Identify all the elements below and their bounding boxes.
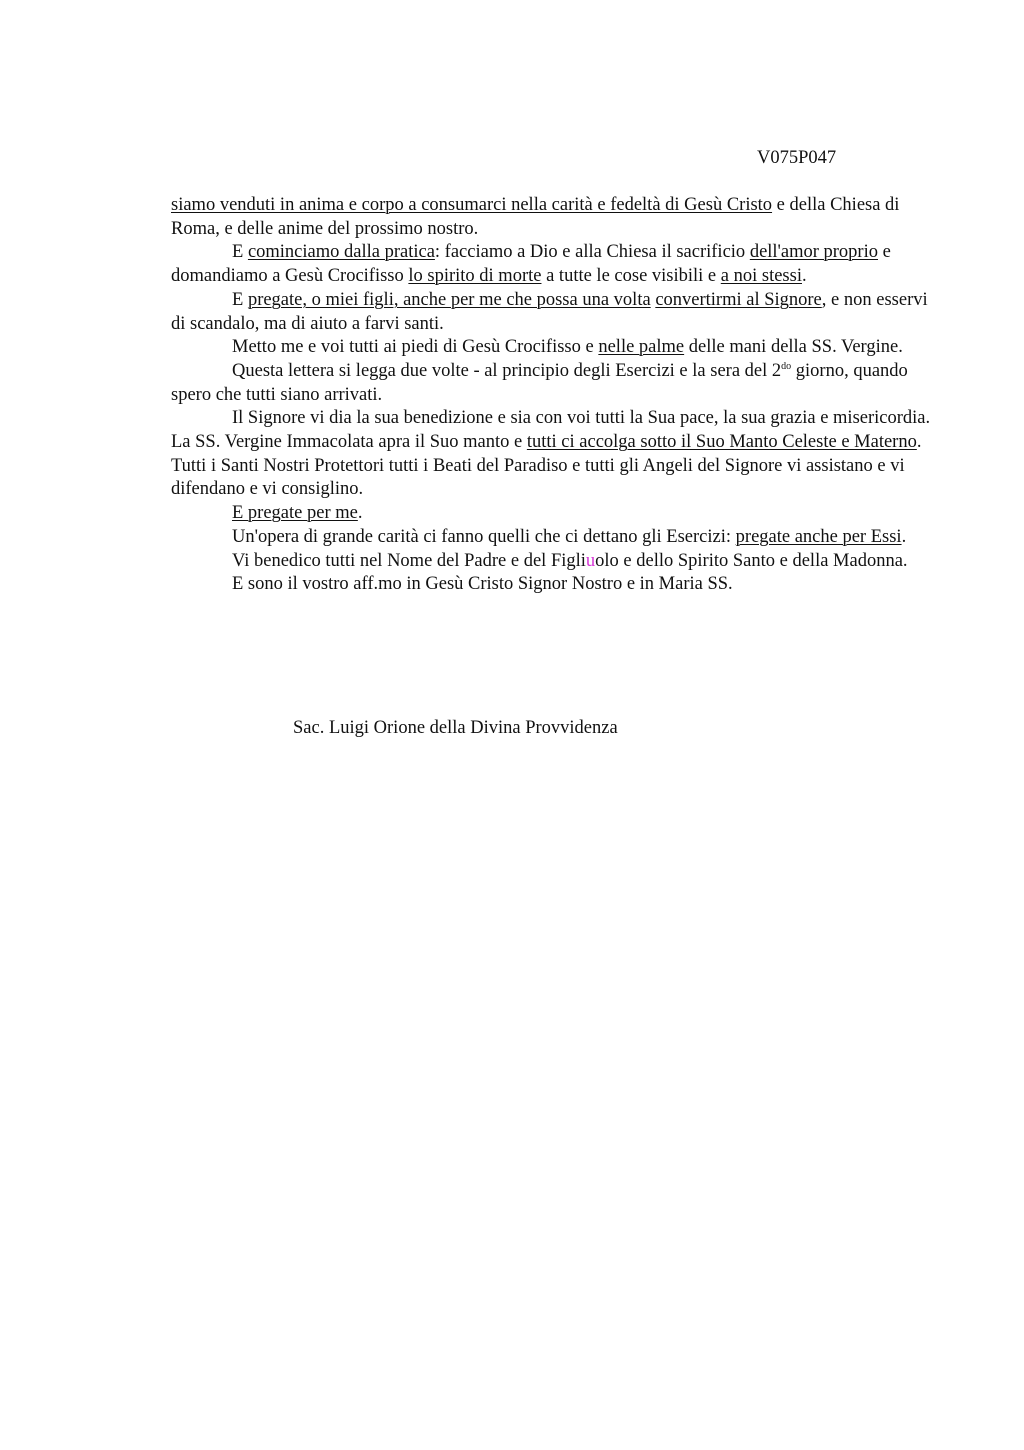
text-run: , e non esservi di scandalo, ma di aiuto a farvi santi. — [171, 289, 928, 334]
text-run: Metto me e voi tutti ai piedi di Gesù Crocifisso e — [232, 337, 599, 358]
text-run: delle mani della SS. Vergine. — [684, 337, 903, 358]
text-run: e della Chiesa di Roma, e delle anime del prossimo nostro. — [171, 195, 900, 239]
highlighted-text: u — [585, 550, 596, 571]
signature: Sac. Luigi Orione della Divina Provvidenza — [293, 718, 618, 738]
paragraph — [171, 360, 931, 407]
underlined-text: nelle palme — [598, 337, 685, 358]
text-run: Un'opera di grande carità ci fanno quelli che ci dettano gli Esercizi: — [232, 526, 736, 547]
paragraph — [171, 550, 931, 574]
underlined-text: a noi stessi — [720, 266, 802, 287]
paragraph — [171, 573, 931, 597]
page-identifier: V075P047 — [757, 148, 837, 168]
text-run: a tutte le cose visibili e — [541, 266, 721, 287]
underlined-text: pregate anche per Essi — [735, 526, 902, 547]
underlined-text: siamo venduti in anima e corpo a consumarci nella carità e fedeltà di Gesù Cristo — [171, 195, 773, 215]
text-run: . — [901, 526, 907, 547]
text-run: E — [232, 289, 248, 310]
paragraph — [171, 526, 931, 550]
text-run: Vi benedico tutti nel Nome del Padre e del Figli — [232, 550, 586, 571]
underlined-text: lo spirito di morte — [408, 266, 542, 287]
superscript-text: do — [781, 360, 792, 372]
paragraph — [171, 241, 931, 288]
text-run: Il Signore vi dia la sua benedizione e sia con voi tutti la Sua pace, la sua grazia e misericordia. La SS. Vergine Immacolata apra il Suo manto e — [171, 408, 931, 453]
paragraph — [171, 289, 931, 336]
underlined-text: dell'amor proprio — [749, 242, 878, 263]
text-run: E sono il vostro aff.mo in Gesù Cristo Signor Nostro e in Maria SS. — [232, 574, 733, 595]
text-run: . — [357, 503, 363, 524]
text-run: . Tutti i Santi Nostri Protettori tutti i Beati del Paradiso e tutti gli Angeli del Signore vi assistano e vi difendano e vi consiglino. — [171, 432, 922, 500]
paragraph — [171, 336, 931, 360]
text-run: E — [232, 242, 248, 263]
text-run: Questa lettera si legga due volte - al principio degli Esercizi e la sera del 2 — [232, 360, 782, 381]
paragraph — [171, 502, 931, 526]
text-run: : facciamo a Dio e alla Chiesa il sacrificio — [434, 242, 750, 263]
paragraph — [171, 194, 931, 241]
underlined-text: convertirmi al Signore — [655, 289, 822, 310]
underlined-text: pregate, o miei figli, anche per me che possa una volta — [247, 289, 651, 310]
text-run: . — [801, 266, 807, 287]
underlined-text: cominciamo dalla pratica — [247, 242, 435, 263]
text-run: e domandiamo a Gesù Crocifisso — [171, 242, 891, 287]
underlined-text: tutti ci accolga sotto il Suo Manto Celeste e Materno — [526, 432, 917, 453]
letter-body — [171, 194, 931, 597]
paragraph — [171, 407, 931, 502]
text-run: olo e dello Spirito Santo e della Madonna. — [595, 550, 908, 571]
underlined-text: E pregate per me — [232, 503, 358, 524]
text-run: giorno, quando spero che tutti siano arrivati. — [171, 360, 908, 405]
